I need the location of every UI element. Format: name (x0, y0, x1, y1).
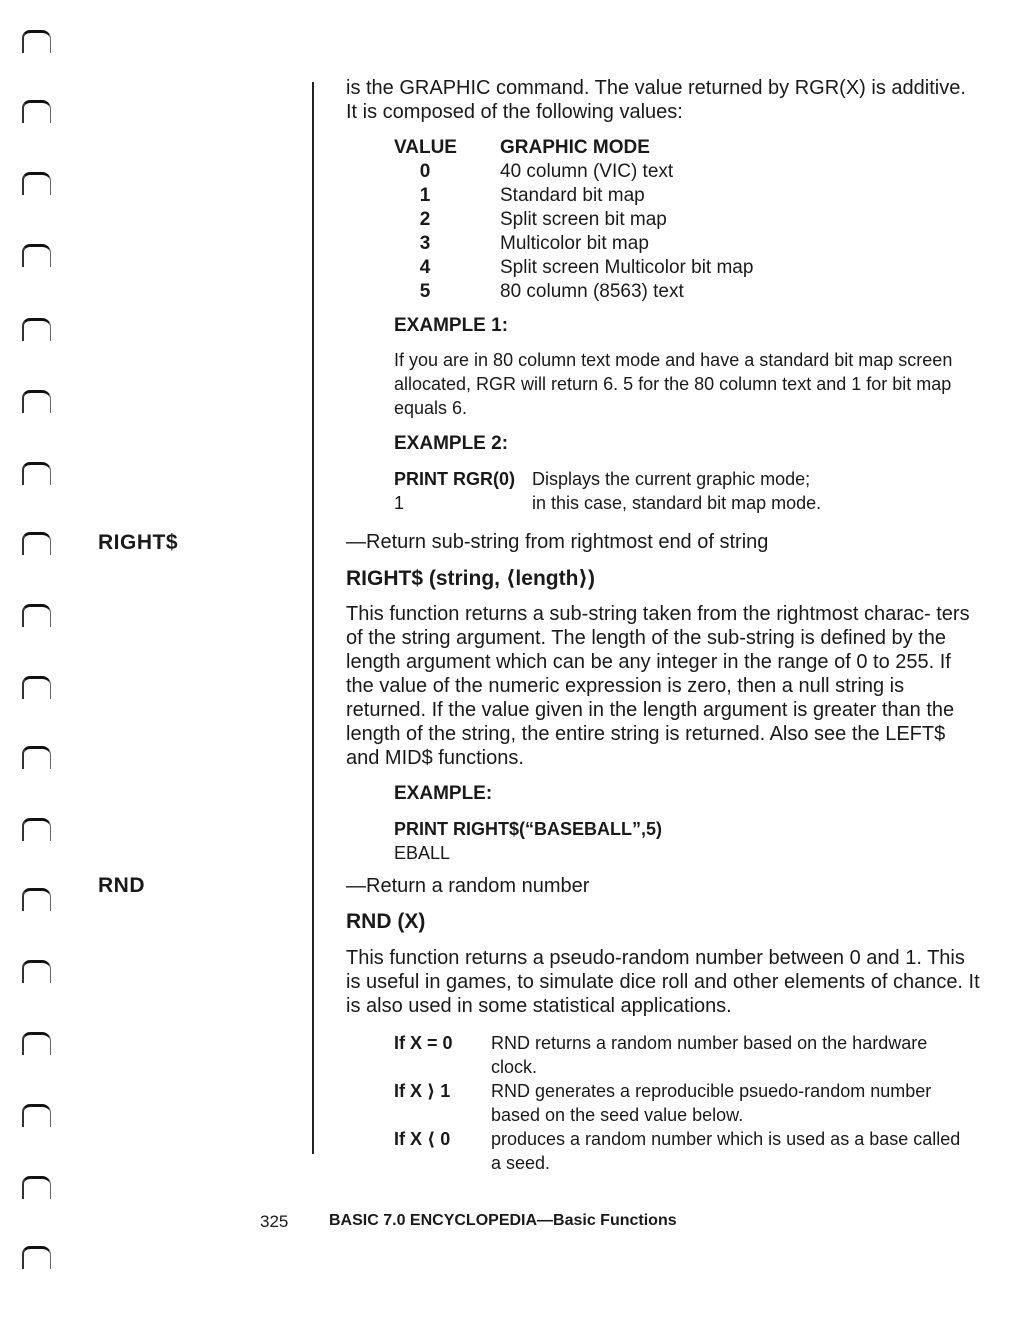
page-number: 325 (260, 1212, 289, 1231)
binder-hole (22, 244, 51, 267)
mode-name: 80 column (8563) text (500, 281, 684, 302)
mode-name: Standard bit map (500, 185, 645, 206)
condition-label: If X = 0 (394, 1033, 453, 1053)
right-side-title: RIGHT$ (98, 531, 179, 554)
rnd-syntax: RND (X) (346, 910, 426, 933)
rnd-summary: —Return a random number (346, 875, 590, 897)
rnd-side-title: RND (98, 874, 145, 897)
column-divider (312, 82, 314, 1154)
binder-hole (22, 318, 51, 341)
binder-hole (22, 818, 51, 841)
binder-hole (22, 462, 51, 485)
example2-desc-1: Displays the current graphic mode; (532, 469, 811, 489)
right-summary: —Return sub-string from rightmost end of string (346, 531, 769, 553)
right-example-code: PRINT RIGHT$(“BASEBALL”,5) (394, 819, 663, 839)
right-syntax: RIGHT$ (string, ⟨length⟩) (346, 567, 596, 590)
intro-text (346, 76, 986, 124)
binder-hole (22, 1104, 51, 1127)
binder-hole (22, 604, 51, 627)
binder-hole (22, 746, 51, 769)
table-row (394, 256, 753, 280)
mode-value: 5 (419, 281, 431, 302)
mode-name: Split screen bit map (500, 209, 667, 230)
condition-text: produces a random number which is used as a base called a seed. (491, 1129, 961, 1173)
binder-hole (22, 1032, 51, 1055)
mode-value: 0 (419, 161, 431, 182)
mode-name: Split screen Multicolor bit map (500, 257, 754, 278)
rnd-conditions (394, 1031, 984, 1175)
condition-text: RND generates a reproducible psuedo-random number based on the seed value below. (491, 1081, 932, 1125)
list-item (394, 1127, 984, 1175)
graphic-mode-table (394, 136, 753, 304)
table-header (394, 136, 753, 160)
right-description: This function returns a sub-string taken from the rightmost charac- ters of the string argument. The length of the sub-string is defined by the length argument which can be any integer in the range of 0 to 255. If the value of the numeric expression is zero, then a null string is returned. If the value given in the length argument is greater than the length of the string, the entire string is returned. Also see the LEFT$ and MID$ functions. (346, 603, 970, 769)
list-item (394, 1079, 984, 1127)
table-row (394, 280, 753, 304)
binder-hole (22, 172, 51, 195)
example1-heading: EXAMPLE 1: (394, 315, 509, 336)
binder-hole (22, 390, 51, 413)
example1-text: If you are in 80 column text mode and have a standard bit map screen allocated, RGR will return 6. 5 for the 80 column text and 1 for bit map equals 6. (394, 350, 953, 418)
table-row (394, 208, 753, 232)
rnd-description: This function returns a pseudo-random number between 0 and 1. This is useful in games, to simulate dice roll and other elements of chance. It is also used in some statistical applications. (346, 947, 980, 1017)
binder-hole (22, 960, 51, 983)
table-row (394, 232, 753, 256)
mode-name: Multicolor bit map (500, 233, 649, 254)
mode-value: 1 (419, 185, 431, 206)
table-row (394, 160, 753, 184)
right-example-result: EBALL (394, 843, 451, 863)
table-row (394, 184, 753, 208)
footer-title: BASIC 7.0 ENCYCLOPEDIA—Basic Functions (329, 1212, 677, 1229)
mode-name: 40 column (VIC) text (500, 161, 674, 182)
binder-holes (8, 0, 68, 1327)
example2-code: PRINT RGR(0) (394, 469, 515, 489)
mode-value: 3 (419, 233, 431, 254)
mode-value: 4 (419, 257, 431, 278)
header-value: VALUE (394, 137, 457, 158)
intro-line-2: It is composed of the following values: (346, 101, 683, 123)
condition-label: If X ⟩ 1 (394, 1081, 451, 1101)
intro-line-1: is the GRAPHIC command. The value returned by RGR(X) is additive. (346, 77, 966, 99)
example2-block (394, 467, 984, 515)
binder-hole (22, 676, 51, 699)
binder-hole (22, 100, 51, 123)
condition-text: RND returns a random number based on the hardware clock. (491, 1033, 928, 1077)
binder-hole (22, 30, 51, 53)
example2-result: 1 (394, 493, 405, 513)
example2-heading: EXAMPLE 2: (394, 433, 509, 454)
condition-label: If X ⟨ 0 (394, 1129, 451, 1149)
example2-desc-2: in this case, standard bit map mode. (532, 493, 822, 513)
binder-hole (22, 1246, 51, 1269)
binder-hole (22, 888, 51, 911)
list-item (394, 1031, 984, 1079)
right-example-heading: EXAMPLE: (394, 783, 493, 804)
binder-hole (22, 1176, 51, 1199)
header-mode: GRAPHIC MODE (500, 137, 650, 158)
mode-value: 2 (419, 209, 431, 230)
binder-hole (22, 532, 51, 555)
